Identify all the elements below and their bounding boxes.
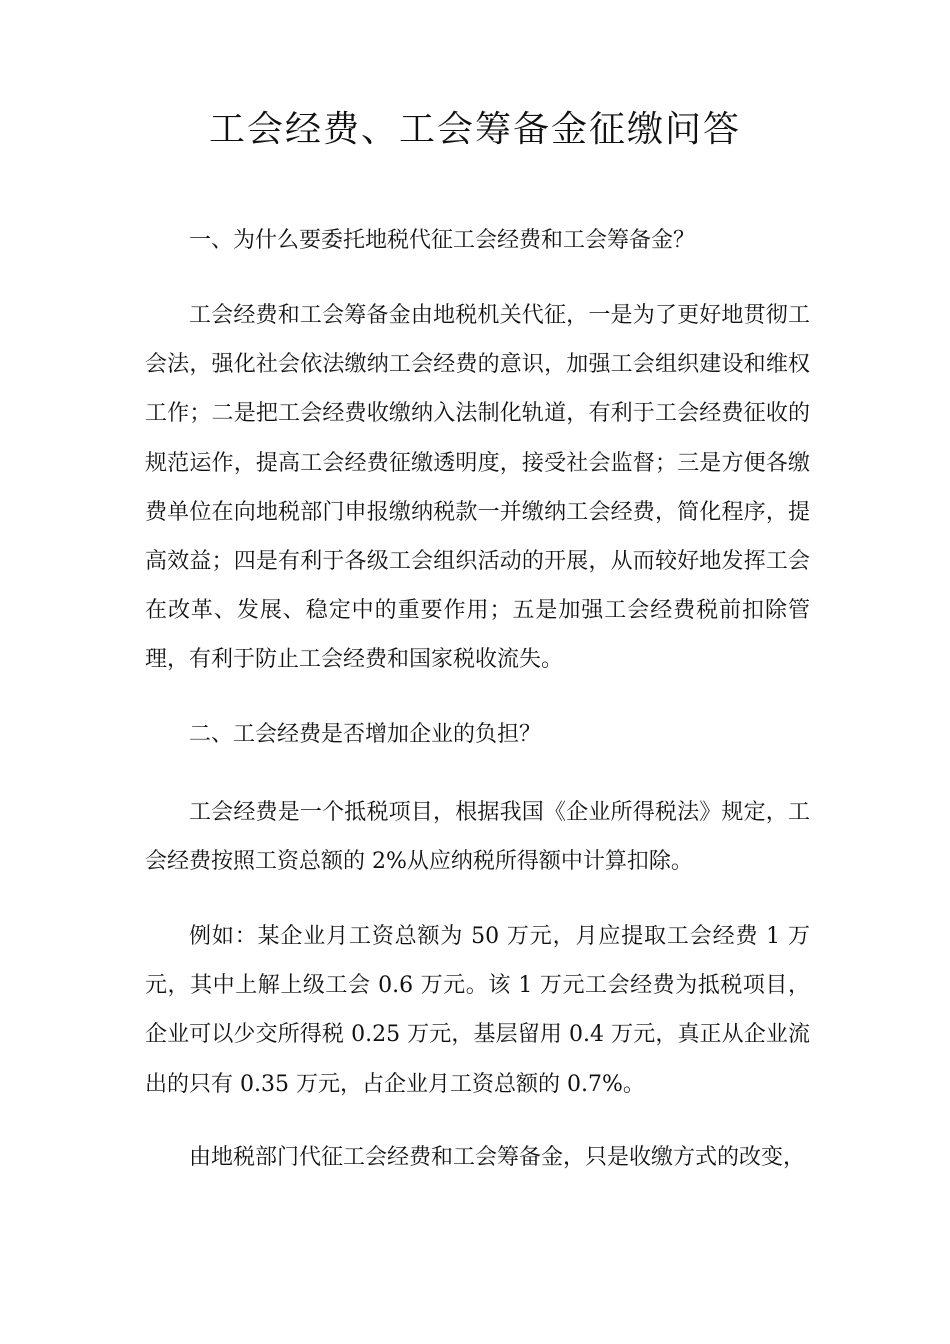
document-title: 工会经费、工会筹备金征缴问答 [208, 109, 741, 150]
answer-paragraph-2: 工会经费是一个抵税项目，根据我国《企业所得税法》规定，工会经费按照工资总额的 2%从应纳税所得额中计算扣除。 [145, 800, 810, 875]
example-paragraph: 例如：某企业月工资总额为 50 万元，月应提取工会经费 1 万元，其中上解上级工会 0.6 万元。该 1 万元工会经费为抵税项目，企业可以少交所得税 0.25 万元，基层留用 0.4 万元，真正从企业流出的只有 0.35 万元，占企业月工资总额的 0.7%。 [145, 924, 810, 1097]
question-heading-2: 二、工会经费是否增加企业的负担？ [189, 722, 542, 747]
question-heading-1: 一、为什么要委托地税代征工会经费和工会筹备金？ [189, 228, 696, 253]
closing-paragraph: 由地税部门代征工会经费和工会筹备金，只是收缴方式的改变， [189, 1145, 806, 1170]
answer-paragraph-1: 工会经费和工会筹备金由地税机关代征，一是为了更好地贯彻工会法，强化社会依法缴纳工会经费的意识，加强工会组织建设和维权工作；二是把工会经费收缴纳入法制化轨道，有利于工会经费征收的规范运作，提高工会经费征缴透明度，接受社会监督；三是方便各缴费单位在向地税部门申报缴纳税款一并缴纳工会经费，简化程序，提高效益；四是有利于各级工会组织活动的开展，从而较好地发挥工会在改革、发展、稳定中的重要作用；五是加强工会经费税前扣除管理，有利于防止工会经费和国家税收流失。 [145, 303, 810, 673]
